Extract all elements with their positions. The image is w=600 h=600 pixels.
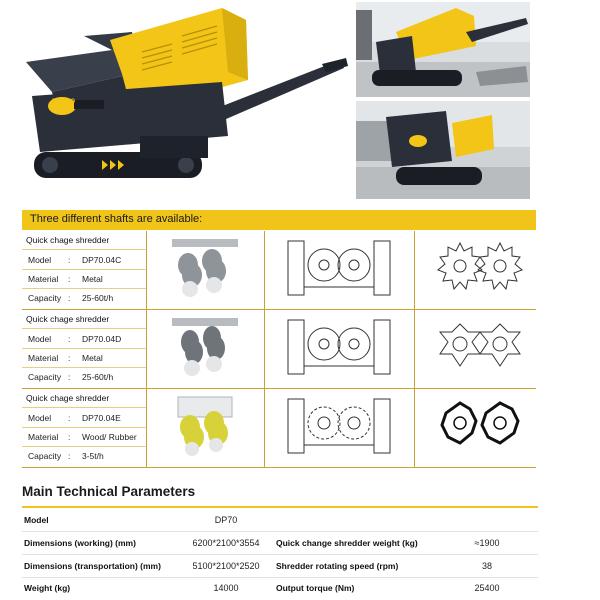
shaft-title: Quick chage shredder <box>26 314 110 324</box>
shaft-rotor-image <box>168 235 242 306</box>
param-label: Dimensions (transportation) (mm) <box>24 561 161 571</box>
param-value-2: ≈1900 <box>474 538 500 548</box>
shaft-row <box>22 231 536 310</box>
material-value: Metal <box>82 353 103 363</box>
shaft-drawing <box>284 314 394 385</box>
params-row <box>22 578 538 600</box>
param-value: 14000 <box>213 583 239 593</box>
material-key: Material <box>28 353 59 363</box>
shaft-spec-cell: Quick chage shredder Model : DP70.04D Material : Metal Capacity : 25-60t/h <box>22 310 146 388</box>
param-label: Weight (kg) <box>24 583 71 593</box>
model-value: DP70.04C <box>82 255 122 265</box>
material-key: Material <box>28 274 59 284</box>
params-row <box>22 510 538 532</box>
shafts-header-text: Three different shafts are available: <box>30 213 203 225</box>
capacity-key: Capacity <box>28 372 62 382</box>
machine-photo-outdoor <box>356 101 530 199</box>
capacity-key: Capacity <box>28 451 62 461</box>
capacity-value: 3-5t/h <box>82 451 104 461</box>
shafts-section-header <box>22 210 536 230</box>
machine-photo-yard <box>356 2 530 97</box>
shaft-drawing <box>284 235 394 306</box>
material-value: Metal <box>82 274 103 284</box>
model-key: Model <box>28 334 52 344</box>
capacity-value: 25-60t/h <box>82 293 114 303</box>
shaft-title: Quick chage shredder <box>26 235 110 245</box>
param-label-2: Quick change shredder weight (kg) <box>276 538 418 548</box>
params-row <box>22 556 538 578</box>
model-key: Model <box>28 255 52 265</box>
params-divider <box>22 506 538 508</box>
material-value: Wood/ Rubber <box>82 432 137 442</box>
param-value-2: 38 <box>481 561 492 571</box>
shaft-spec-cell: Quick chage shredder Model : DP70.04E Material : Wood/ Rubber Capacity : 3-5t/h <box>22 389 146 467</box>
param-label-2: Shredder rotating speed (rpm) <box>276 561 399 571</box>
shaft-drawing <box>284 393 394 464</box>
param-value: 5100*2100*2520 <box>192 561 260 571</box>
param-value: DP70 <box>214 515 238 525</box>
param-label-2: Output torque (Nm) <box>276 583 355 593</box>
capacity-value: 25-60t/h <box>82 372 114 382</box>
param-value-2: 25400 <box>474 583 500 593</box>
four-hook-blade-icon <box>430 314 530 385</box>
model-key: Model <box>28 413 52 423</box>
shaft-rotor-image <box>168 393 242 464</box>
params-row <box>22 533 538 555</box>
params-title: Main Technical Parameters <box>22 484 196 499</box>
shaft-title: Quick chage shredder <box>26 393 110 403</box>
saw-tooth-blade-icon <box>430 235 530 306</box>
param-label: Model <box>24 515 49 525</box>
param-label: Dimensions (working) (mm) <box>24 538 136 548</box>
shaft-row <box>22 389 536 468</box>
param-value: 6200*2100*3554 <box>192 538 260 548</box>
shaft-spec-cell: Quick chage shredder Model : DP70.04C Material : Metal Capacity : 25-60t/h <box>22 231 146 309</box>
model-value: DP70.04E <box>82 413 121 423</box>
capacity-key: Capacity <box>28 293 62 303</box>
shaft-row <box>22 310 536 389</box>
model-value: DP70.04D <box>82 334 122 344</box>
shaft-rotor-image <box>168 314 242 385</box>
notched-ring-blade-icon <box>430 393 530 464</box>
material-key: Material <box>28 432 59 442</box>
brand-logo: ENVIRO PRO <box>52 99 76 114</box>
